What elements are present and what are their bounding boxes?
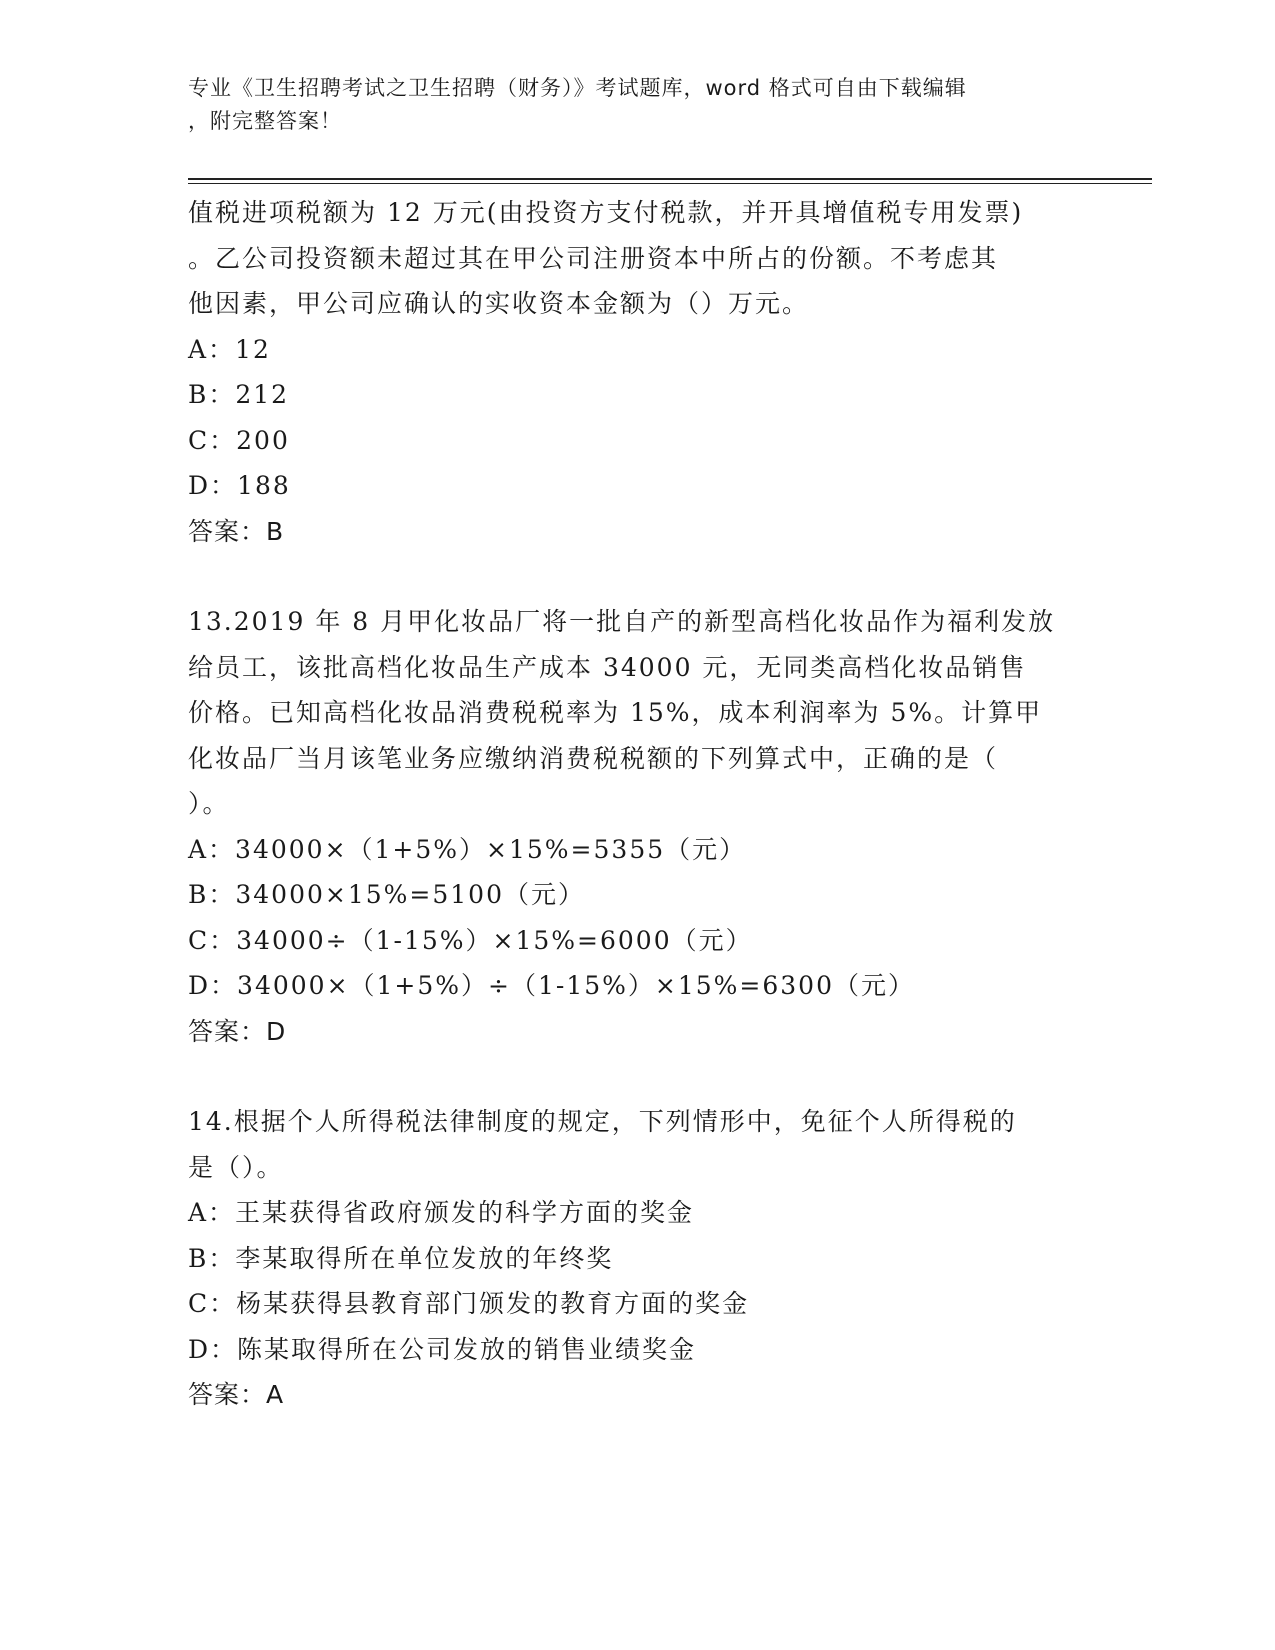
option-b: B：34000×15%=5100（元）	[188, 880, 585, 909]
question-line: 值税进项税额为 12 万元(由投资方支付税款，并开具增值税专用发票)	[188, 198, 1024, 227]
header-line-1: 专业《卫生招聘考试之卫生招聘（财务）》考试题库，word 格式可自由下载编辑	[188, 76, 967, 100]
question-spacer	[188, 1054, 1088, 1099]
header-line-2: ，附完整答案！	[188, 109, 342, 133]
question-14	[188, 1099, 1088, 1418]
option-a: A：12	[188, 334, 271, 364]
option-a: A：王某获得省政府颁发的科学方面的奖金	[188, 1198, 695, 1227]
question-12	[188, 190, 1088, 554]
option-d: D：陈某取得所在公司发放的销售业绩奖金	[188, 1334, 697, 1364]
option-c: C：34000÷（1-15%）×15%=6000（元）	[188, 925, 753, 955]
question-13	[188, 599, 1088, 1054]
question-line: 给员工，该批高档化妆品生产成本 34000 元，无同类高档化妆品销售	[188, 652, 1027, 682]
option-b: B：李某取得所在单位发放的年终奖	[188, 1243, 614, 1273]
question-line: 。乙公司投资额未超过其在甲公司注册资本中所占的份额。不考虑其	[188, 243, 999, 273]
option-c: C：200	[188, 425, 290, 455]
document-header	[188, 72, 1088, 138]
question-spacer	[188, 554, 1088, 599]
question-line: 他因素，甲公司应确认的实收资本金额为（）万元。	[188, 289, 810, 318]
option-a: A：34000×（1+5%）×15%=5355（元）	[188, 834, 747, 864]
answer: 答案：A	[188, 1380, 285, 1409]
answer: 答案：D	[188, 1016, 287, 1046]
option-d: D：188	[188, 471, 291, 500]
option-d: D：34000×（1+5%）÷（1-15%）×15%=6300（元）	[188, 971, 915, 1000]
answer: 答案：B	[188, 516, 285, 546]
header-divider-thick	[188, 178, 1152, 180]
question-line: 化妆品厂当月该笔业务应缴纳消费税税额的下列算式中，正确的是（	[188, 743, 999, 773]
question-line: 13.2019 年 8 月甲化妆品厂将一批自产的新型高档化妆品作为福利发放	[188, 607, 1056, 636]
option-c: C：杨某获得县教育部门颁发的教育方面的奖金	[188, 1289, 750, 1318]
question-line: ）。	[188, 789, 230, 818]
option-b: B：212	[188, 380, 290, 409]
question-line: 价格。已知高档化妆品消费税税率为 15%，成本利润率为 5%。计算甲	[188, 698, 1043, 727]
header-divider-thin	[188, 183, 1152, 184]
document-body	[188, 190, 1088, 1418]
question-line: 14.根据个人所得税法律制度的规定，下列情形中，免征个人所得税的	[188, 1107, 1017, 1136]
question-line: 是（）。	[188, 1152, 284, 1182]
